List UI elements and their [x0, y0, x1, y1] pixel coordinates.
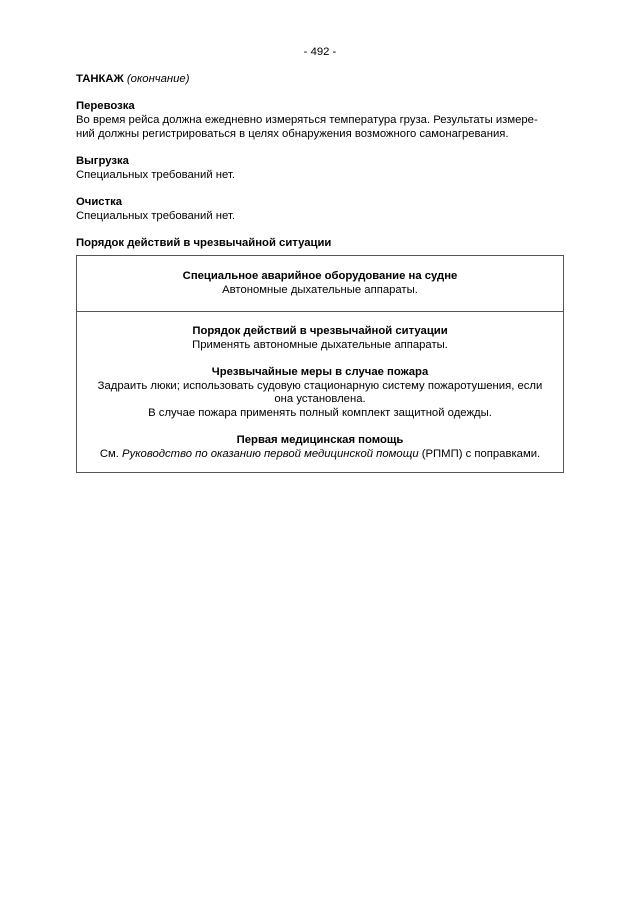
equipment-heading: Специальное аварийное оборудование на судне — [182, 270, 458, 282]
transport-line-2: ний должны регистрироваться в целях обнаружения возможного самонагревания. — [76, 128, 509, 140]
first-aid-text — [77, 447, 563, 461]
cleaning-heading: Очистка — [76, 196, 123, 208]
title-main: ТАНКАЖ — [76, 73, 124, 85]
first-aid-heading: Первая медицинская помощь — [236, 434, 404, 446]
first-aid-prefix: См. — [99, 448, 123, 460]
cleaning-text: Специальных требований нет. — [76, 210, 235, 222]
unloading-heading: Выгрузка — [76, 155, 129, 167]
box-divider — [77, 311, 563, 312]
fire-heading: Чрезвычайные меры в случае пожара — [211, 366, 429, 378]
transport-line-1: Во время рейса должна ежедневно измеряться температура груза. Результаты измере- — [76, 114, 538, 126]
title-subtitle: (окончание) — [126, 73, 190, 85]
fire-line-1: Задраить люки; использовать судовую стационарную систему пожаротушения, если — [97, 380, 543, 392]
transport-paragraph — [76, 113, 566, 141]
page-title — [76, 72, 189, 86]
procedure-heading: Порядок действий в чрезвычайной ситуации — [192, 325, 448, 337]
emergency-heading: Порядок действий в чрезвычайной ситуации — [76, 237, 332, 249]
page-number: - 492 - — [303, 46, 337, 58]
emergency-box — [76, 255, 564, 473]
first-aid-guide-title: Руководство по оказанию первой медицинской помощи — [122, 448, 419, 460]
transport-heading: Перевозка — [76, 100, 135, 112]
equipment-text: Автономные дыхательные аппараты. — [222, 284, 418, 296]
first-aid-suffix: (РПМП) с поправками. — [418, 448, 541, 460]
procedure-text: Применять автономные дыхательные аппараты. — [192, 339, 448, 351]
fire-line-2: она установлена. — [274, 393, 366, 405]
fire-line-3: В случае пожара применять полный комплект защитной одежды. — [148, 407, 492, 419]
unloading-text: Специальных требований нет. — [76, 169, 235, 181]
